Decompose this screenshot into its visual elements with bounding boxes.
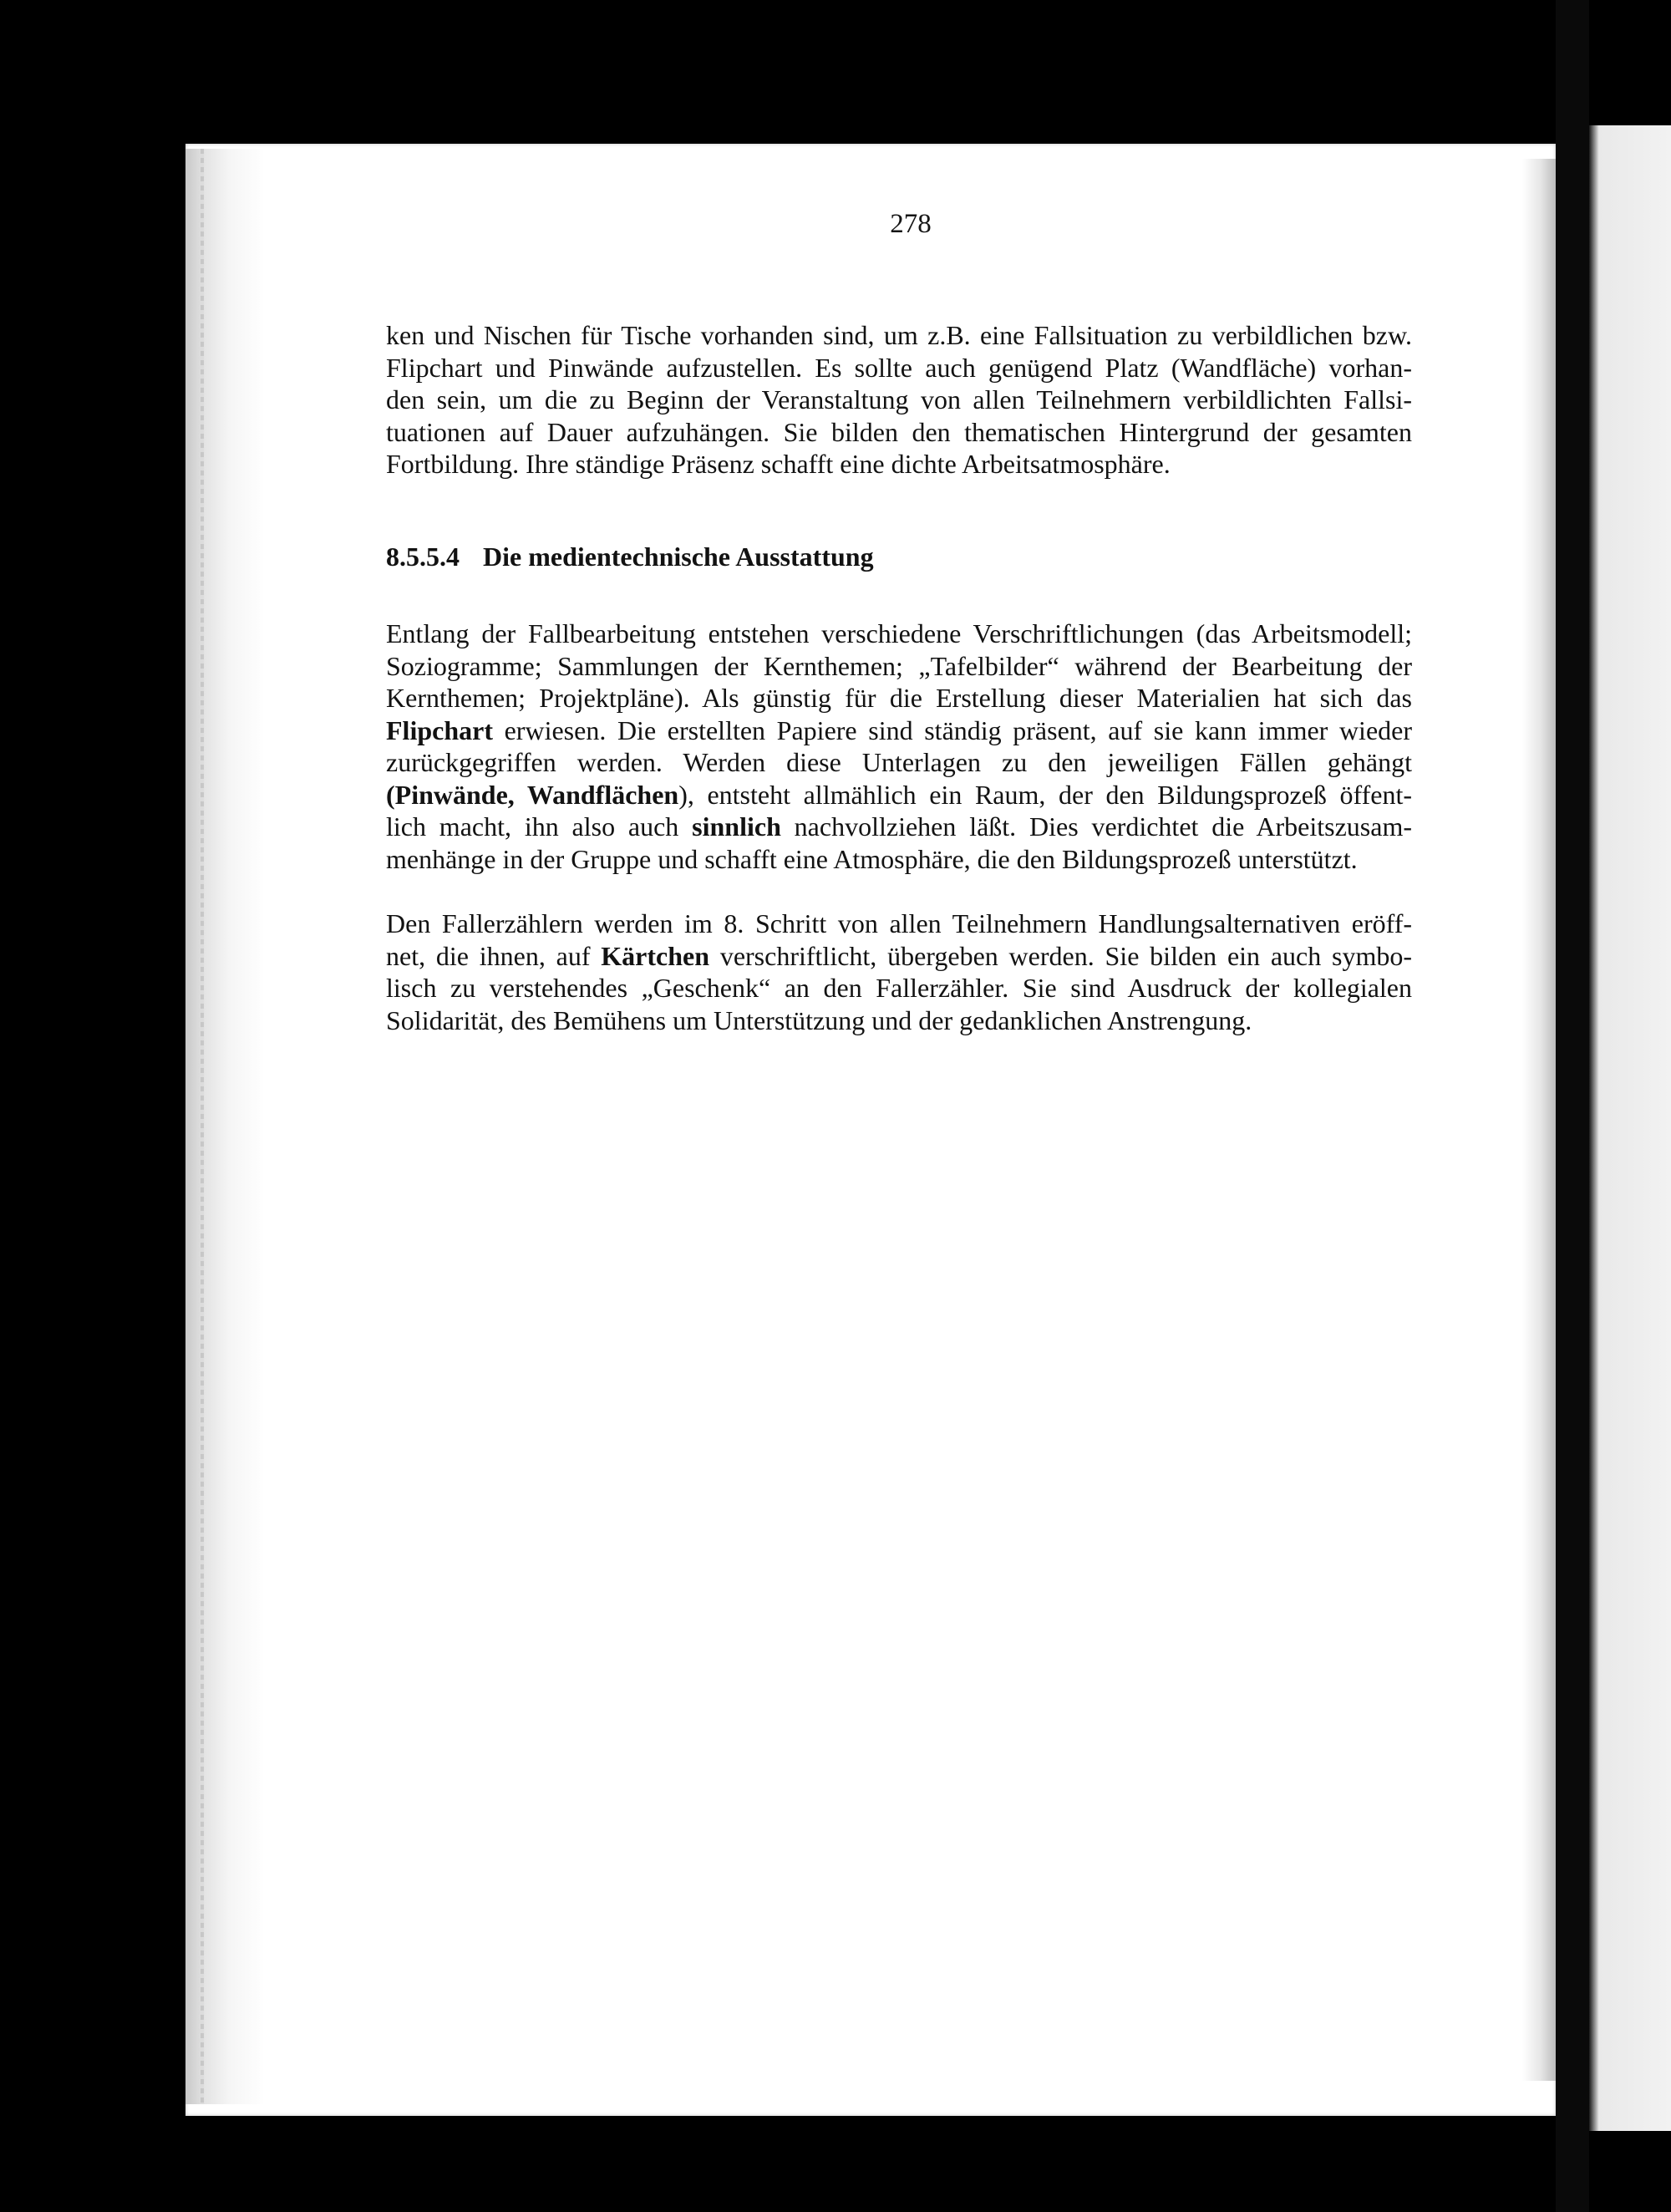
text-line: zurückgegriffen werden. Werden diese Unterlagen zu den jeweiligen Fällen gehängt	[386, 747, 1412, 777]
text-line: lisch zu verstehendes „Geschenk“ an den Fallerzähler. Sie sind Ausdruck der kollegialen	[386, 973, 1412, 1003]
text-line: Solidarität, des Bemühens um Unterstützung und der gedanklichen Anstrengung.	[386, 1004, 1252, 1035]
page-edge-left	[185, 149, 265, 2104]
text-line: den sein, um die zu Beginn der Veranstaltung von allen Teilnehmern verbildlichten Fallsi-	[386, 384, 1412, 414]
text-line: Flipchart und Pinwände aufzustellen. Es sollte auch genügend Platz (Wandfläche) vorhan-	[386, 352, 1412, 383]
text-segment: erwiesen. Die erstellten Papiere sind ständig präsent, auf sie kann immer wieder	[492, 714, 1412, 745]
text-line: Entlang der Fallbearbeitung entstehen verschiedene Verschriftlichungen (das Arbeitsmodell;	[386, 618, 1412, 648]
bold-term: Pinwände	[394, 779, 508, 810]
text-line: Den Fallerzählern werden im 8. Schritt von allen Teilnehmern Handlungsalternativen eröff-	[386, 908, 1412, 938]
paragraph-spacer	[386, 875, 1412, 908]
section-title: Die medientechnische Ausstattung	[483, 541, 874, 572]
bold-term: sinnlich	[692, 811, 781, 842]
text-line: menhänge in der Gruppe und schafft eine Atmosphäre, die den Bildungsprozeß unterstützt.	[386, 843, 1358, 874]
text-line: Fortbildung. Ihre ständige Präsenz schafft eine dichte Arbeitsatmosphäre.	[386, 449, 1171, 479]
text-segment: nachvollziehen läßt. Dies verdichtet die Arbeitszusam-	[780, 811, 1413, 842]
text-segment: lich macht, ihn also auch	[386, 811, 693, 842]
text-line: tuationen auf Dauer aufzuhängen. Sie bilden den thematischen Hintergrund der gesamten	[386, 416, 1412, 447]
paragraph-storytellers	[386, 908, 1412, 1036]
text-line	[386, 940, 1412, 973]
text-line: ken und Nischen für Tische vorhanden sind, um z.B. eine Fallsituation zu verbildlichen bzw.	[386, 320, 1412, 350]
text-segment: net, die ihnen, auf	[386, 940, 602, 971]
text-line	[386, 779, 1412, 811]
text-line	[386, 811, 1412, 843]
intro-paragraph	[386, 319, 1412, 481]
page-number: 278	[890, 209, 932, 239]
section-number: 8.5.5.4	[386, 541, 460, 572]
book-spine-shadow	[1556, 0, 1589, 2212]
bold-term: Kärtchen	[601, 940, 710, 971]
text-segment: verschriftlicht, übergeben werden. Sie bilden ein auch symbo-	[709, 940, 1413, 971]
bold-term: Wandflächen	[526, 779, 679, 810]
page-edge-right	[1522, 159, 1556, 2081]
adjacent-page-edge	[1589, 125, 1671, 2131]
section-heading	[386, 541, 1412, 573]
text-line: Soziogramme; Sammlungen der Kernthemen; „Tafelbilder“ während der Bearbeitung der	[386, 650, 1412, 681]
paragraph-media-equipment	[386, 618, 1412, 875]
text-line	[386, 714, 1412, 747]
bold-term: Flipchart	[386, 714, 493, 745]
bold-term: ,	[507, 779, 527, 810]
text-segment: ), entsteht allmählich ein Raum, der den Bildungsprozeß öffent-	[678, 779, 1413, 810]
text-line: Kernthemen; Projektpläne). Als günstig für die Erstellung dieser Materialien hat sich das	[386, 683, 1412, 713]
bold-term: (	[386, 779, 395, 810]
body-text	[386, 319, 1412, 1036]
